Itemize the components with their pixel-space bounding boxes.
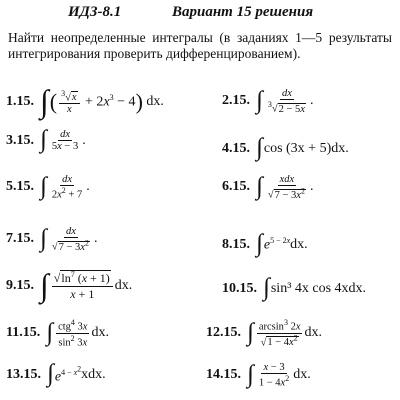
problem-8: 8.15. ∫ $e^{5 - 2x}$ dx. (222, 230, 308, 257)
problem-11: 11.15. ∫ ctg$^4$ 3x $\sin^2 3x$ dx. (6, 318, 109, 348)
problem-1: 1.15. ∫ ( $^3$√x x + $2x^3 - 4$ ) dx. (6, 83, 164, 119)
instructions: Найти неопределенные интегралы (в заданиях 1—5 результаты интегрирования проверить дифференцированием). (8, 30, 392, 61)
assignment-code: ИДЗ-8.1 (68, 4, 122, 20)
problem-14: 14.15. ∫ x − 3 $1 - 4x^2$ dx. (206, 360, 311, 389)
problem-2: 2.15. ∫ dx $^3$√2 − 5x . (222, 86, 314, 115)
problem-7: 7.15. ∫ dx $√7 - 3x^2$ . (6, 224, 98, 253)
problem-3: 3.15. ∫ dx 5x − 3 . (6, 126, 86, 153)
problem-5: 5.15. ∫ dx $2x^2 + 7$ . (6, 172, 90, 201)
problem-6: 6.15. ∫ xdx $√7 - 3x^2$ . (222, 172, 314, 201)
problem-10: 10.15. ∫ sin³ 4x cos 4xdx. (222, 274, 367, 301)
problem-9: 9.15. ∫ $√\ln^7$ (x + 1) x + 1 dx. (6, 267, 133, 303)
problem-4: 4.15. ∫ cos (3x + 5)dx. (222, 134, 349, 161)
problem-13: 13.15. ∫ $e^{4 - x^2}$ xdx. (6, 360, 106, 387)
problem-12: 12.15. ∫ $\arcsin^3 2x$ $√1 - 4x^2$ dx. (206, 318, 322, 348)
variant-title: Вариант 15 решения (172, 4, 314, 20)
header (0, 4, 400, 26)
